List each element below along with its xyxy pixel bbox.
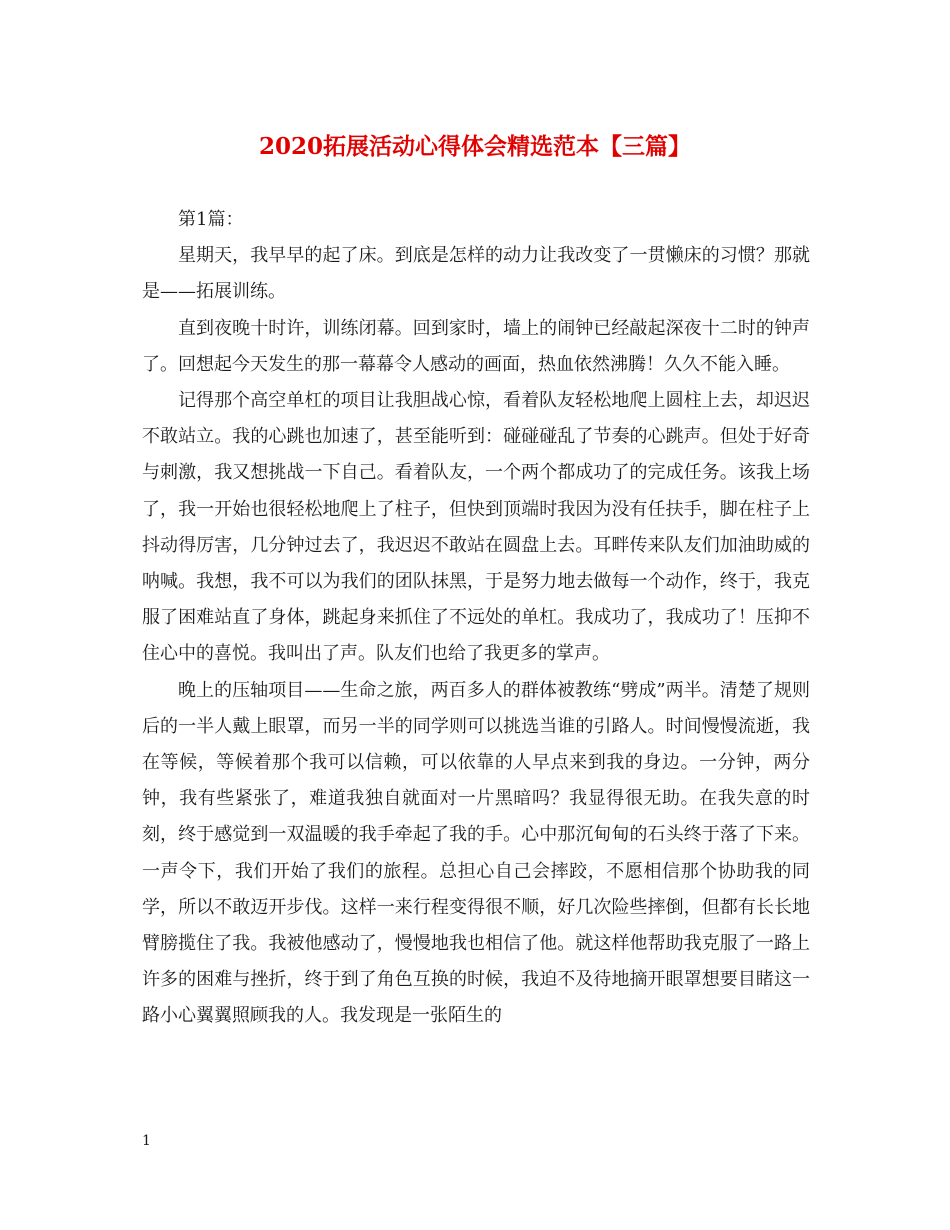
document-title: 2020拓展活动心得体会精选范本【三篇】 bbox=[258, 133, 691, 160]
paragraph-2: 直到夜晚十时许，训练闭幕。回到家时，墙上的闹钟已经敲起深夜十二时的钟声了。回想起今天发生的那一幕幕令人感动的画面，热血依然沸腾！久久不能入睡。 bbox=[142, 317, 810, 375]
paragraph-1: 星期天，我早早的起了床。到底是怎样的动力让我改变了一贯懒床的习惯？那就是——拓展训练。 bbox=[142, 245, 810, 303]
paragraph-3: 记得那个高空单杠的项目让我胆战心惊，看着队友轻松地爬上圆柱上去，却迟迟不敢站立。我的心跳也加速了，甚至能听到：碰碰碰乱了节奏的心跳声。但处于好奇与刺激，我又想挑战一下自己。看着队友，一个两个都成功了的完成任务。该我上场了，我一开始也很轻松地爬上了柱子，但快到顶端时我因为没有任扶手，脚在柱子上抖动得厉害，几分钟过去了，我迟迟不敢站在圆盘上去。耳畔传来队友们加油助威的呐喊。我想，我不可以为我们的团队抹黑，于是努力地去做每一个动作，终于，我克服了困难站直了身体，跳起身来抓住了不远处的单杠。我成功了，我成功了！压抑不住心中的喜悦。我叫出了声。队友们也给了我更多的掌声。 bbox=[142, 390, 810, 665]
paragraph-4: 晚上的压轴项目——生命之旅，两百多人的群体被教练“劈成”两半。清楚了规则后的一半人戴上眼罩，而另一半的同学则可以挑选当谁的引路人。时间慢慢流逝，我在等候，等候着那个我可以信赖，可以依靠的人早点来到我的身边。一分钟，两分钟，我有些紧张了，难道我独自就面对一片黑暗吗？我显得很无助。在我失意的时刻，终于感觉到一双温暖的我手牵起了我的手。心中那沉甸甸的石头终于落了下来。一声令下，我们开始了我们的旅程。总担心自己会摔跤，不愿相信那个协助我的同学，所以不敢迈开步伐。这样一来行程变得很不顺，好几次险些摔倒，但都有长长地臂膀揽住了我。我被他感动了，慢慢地我也相信了他。就这样他帮助我克服了一路上许多的困难与挫折，终于到了角色互换的时候，我迫不及待地摘开眼罩想要目睹这一路小心翼翼照顾我的人。我发现是一张陌生的 bbox=[142, 679, 810, 1027]
document-body bbox=[142, 202, 810, 1035]
section-heading: 第1篇： bbox=[178, 209, 244, 230]
page-number: 1 bbox=[142, 1133, 151, 1149]
